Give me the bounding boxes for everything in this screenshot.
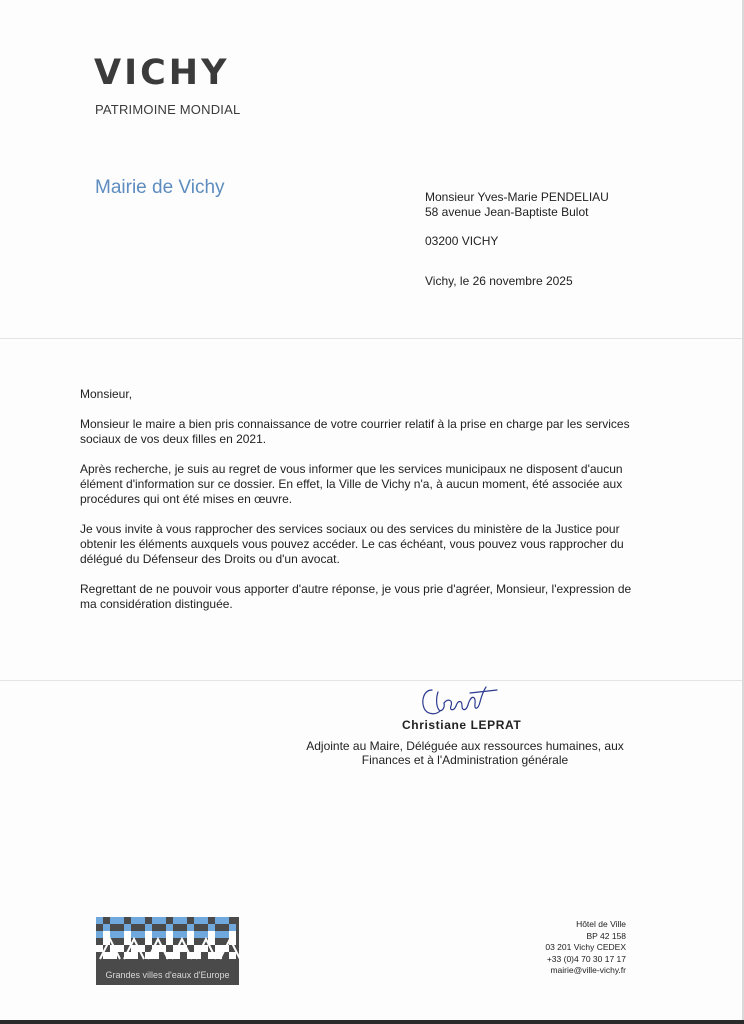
pattern-cell xyxy=(152,952,159,959)
pattern-cell xyxy=(152,917,159,924)
pattern-cell xyxy=(208,924,215,931)
body-paragraph: Après recherche, je suis au regret de vous informer que les services municipaux ne disposent d'aucun élément d'information sur ce dossier. En effet, la Ville de Vichy n'a, à aucun moment, été associée aux procédures qui ont été mises en œuvre. xyxy=(80,462,623,506)
pattern-cell xyxy=(201,931,208,938)
pattern-cell xyxy=(215,931,222,938)
address-line: Hôtel de Ville xyxy=(576,919,626,929)
pattern-cell xyxy=(103,924,110,931)
pattern-cell xyxy=(138,917,145,924)
address-line: BP 42 158 xyxy=(586,930,626,941)
pattern-cell xyxy=(194,917,201,924)
recipient-address xyxy=(425,190,609,249)
pattern-cell xyxy=(159,931,166,938)
pattern-cell xyxy=(131,917,138,924)
pattern-cell xyxy=(96,931,103,938)
pattern-cell xyxy=(166,931,173,938)
handwritten-signature xyxy=(418,684,498,720)
pattern-cell xyxy=(110,917,117,924)
body-paragraph: Monsieur le maire a bien pris connaissance de votre courrier relatif à la prise en charge par les services sociaux de vos deux filles en 2021. xyxy=(80,417,630,446)
footer-address xyxy=(545,919,626,977)
pattern-cell xyxy=(110,931,117,938)
pattern-cell xyxy=(131,952,138,959)
pattern-cell xyxy=(117,945,124,952)
pattern-cell xyxy=(173,931,180,938)
logo-caption: Grandes villes d'eaux d'Europe xyxy=(105,970,230,980)
pattern-cell xyxy=(229,952,236,959)
pattern-cell xyxy=(103,931,110,938)
fold-line xyxy=(0,680,744,681)
pattern-cell xyxy=(187,931,194,938)
pattern-cell xyxy=(138,931,145,938)
fold-line xyxy=(0,338,744,339)
pattern-cell xyxy=(159,917,166,924)
checker-pattern-icon xyxy=(96,917,239,967)
pattern-cell xyxy=(96,917,103,924)
address-email: mairie@ville-vichy.fr xyxy=(550,965,626,975)
signer-role xyxy=(290,739,640,767)
pattern-cell xyxy=(124,924,131,931)
pattern-cell xyxy=(124,931,131,938)
scan-edge xyxy=(0,1020,744,1024)
address-line: +33 (0)4 70 30 17 17 xyxy=(546,953,626,964)
grandes-villes-logo xyxy=(96,917,239,985)
pattern-cell xyxy=(145,924,152,931)
vichy-logo-title: VICHY xyxy=(94,53,230,93)
pattern-cell xyxy=(201,917,208,924)
body-paragraph: Je vous invite à vous rapprocher des services sociaux ou des services du ministère de la Justice pour obtenir les éléments auxquels vous pouvez accéder. Le cas échéant, vous pouvez vous rapprocher du délégué du Défenseur des Droits ou d'un avocat. xyxy=(80,522,624,566)
pattern-cell xyxy=(222,931,229,938)
pattern-cell xyxy=(215,917,222,924)
pattern-cell xyxy=(145,938,152,945)
pattern-cell xyxy=(187,938,194,945)
letter-body xyxy=(80,387,640,627)
recipient-city: 03200 VICHY xyxy=(425,234,499,248)
salutation: Monsieur, xyxy=(80,387,133,401)
signer-name: Christiane LEPRAT xyxy=(402,718,522,732)
pattern-cell xyxy=(166,938,173,945)
recipient-name: Monsieur Yves-Marie PENDELIAU xyxy=(425,190,609,204)
signer-role-line: Adjointe au Maire, Déléguée aux ressources humaines, aux xyxy=(306,739,624,753)
pattern-cell xyxy=(194,931,201,938)
pattern-cell xyxy=(229,924,236,931)
pattern-cell xyxy=(187,924,194,931)
pattern-cell xyxy=(180,917,187,924)
signer-role-line: Finances et à l'Administration générale xyxy=(361,753,569,767)
letter-date: Vichy, le 26 novembre 2025 xyxy=(425,274,573,288)
address-line: 03 201 Vichy CEDEX xyxy=(545,942,626,952)
vichy-logo-subtitle: PATRIMOINE MONDIAL xyxy=(95,102,241,117)
pattern-cell xyxy=(117,931,124,938)
pattern-cell xyxy=(124,938,131,945)
recipient-street: 58 avenue Jean-Baptiste Bulot xyxy=(425,205,589,219)
pattern-cell xyxy=(222,917,229,924)
office-name: Mairie de Vichy xyxy=(95,177,225,198)
pattern-cell xyxy=(180,931,187,938)
pattern-cell xyxy=(117,917,124,924)
pattern-cell xyxy=(166,924,173,931)
pattern-cell xyxy=(131,931,138,938)
pattern-cell xyxy=(215,945,222,952)
pattern-cell xyxy=(145,931,152,938)
pattern-cell xyxy=(208,931,215,938)
pattern-cell xyxy=(96,945,103,952)
body-paragraph: Regrettant de ne pouvoir vous apporter d'autre réponse, je vous prie d'agréer, Monsieur, l'expression de ma considération distinguée. xyxy=(80,582,632,611)
pattern-cell xyxy=(173,917,180,924)
